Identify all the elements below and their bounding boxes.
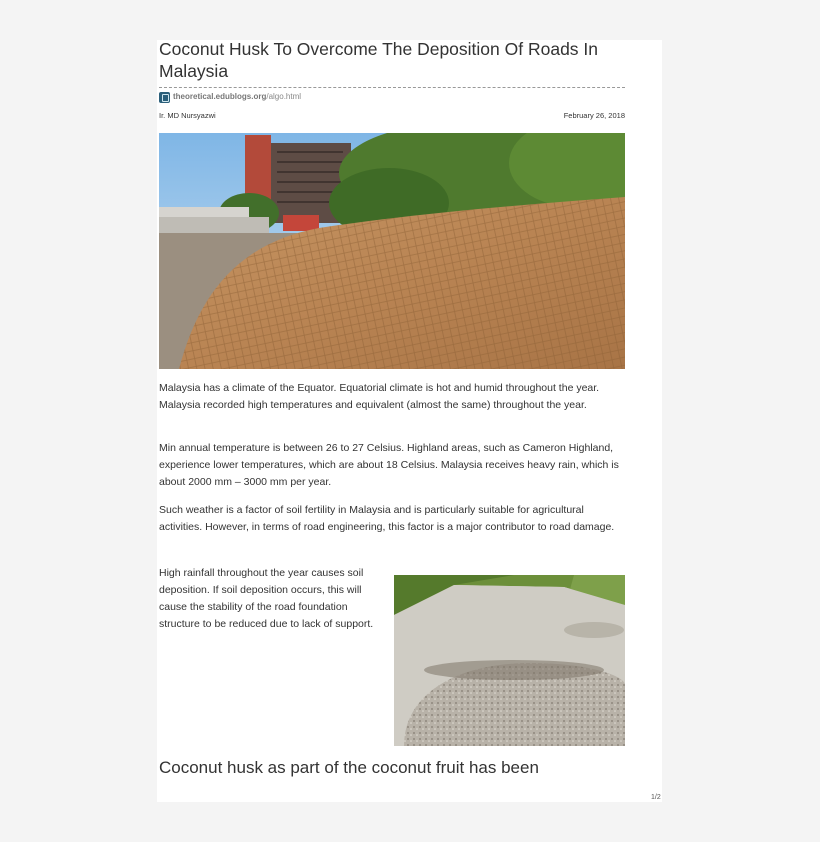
damaged-road-image (394, 575, 625, 746)
date: February 26, 2018 (563, 111, 625, 120)
blog-logo-icon (159, 92, 170, 103)
paragraph-2: Min annual temperature is between 26 to 27 Celsius. Highland areas, such as Cameron Highland, experience lower temperatures, which are about 18 Celsius. Malaysia receives heavy rain, which is about 2000 mm – 3000 mm per year. (159, 442, 619, 488)
author: Ir. MD Nursyazwi (159, 111, 216, 120)
page-number: 1/2 (651, 794, 661, 801)
section-subheading: Coconut husk as part of the coconut fruit has been (159, 758, 539, 777)
article-meta (159, 111, 625, 120)
document-page (157, 40, 662, 802)
source-link[interactable] (159, 91, 301, 103)
paragraph-3: Such weather is a factor of soil fertility in Malaysia and is particularly suitable for agricultural activities. However, in terms of road engineering, this factor is a major contributor to road damage. (159, 504, 615, 533)
paragraph-1: Malaysia has a climate of the Equator. Equatorial climate is hot and humid throughout the year. Malaysia recorded high temperatures and equivalent (almost the same) throughout the year. (159, 382, 600, 411)
source-domain[interactable]: theoretical.edublogs.org (173, 92, 267, 101)
coconut-husk-slope-image (159, 133, 625, 369)
title-divider (159, 87, 625, 88)
source-path[interactable]: /algo.html (266, 92, 302, 101)
article-title: Coconut Husk To Overcome The Deposition Of Roads In Malaysia (159, 39, 599, 81)
paragraph-4: High rainfall throughout the year causes soil deposition. If soil deposition occurs, this will cause the stability of the road foundation structure to be reduced due to lack of support. (159, 567, 374, 630)
